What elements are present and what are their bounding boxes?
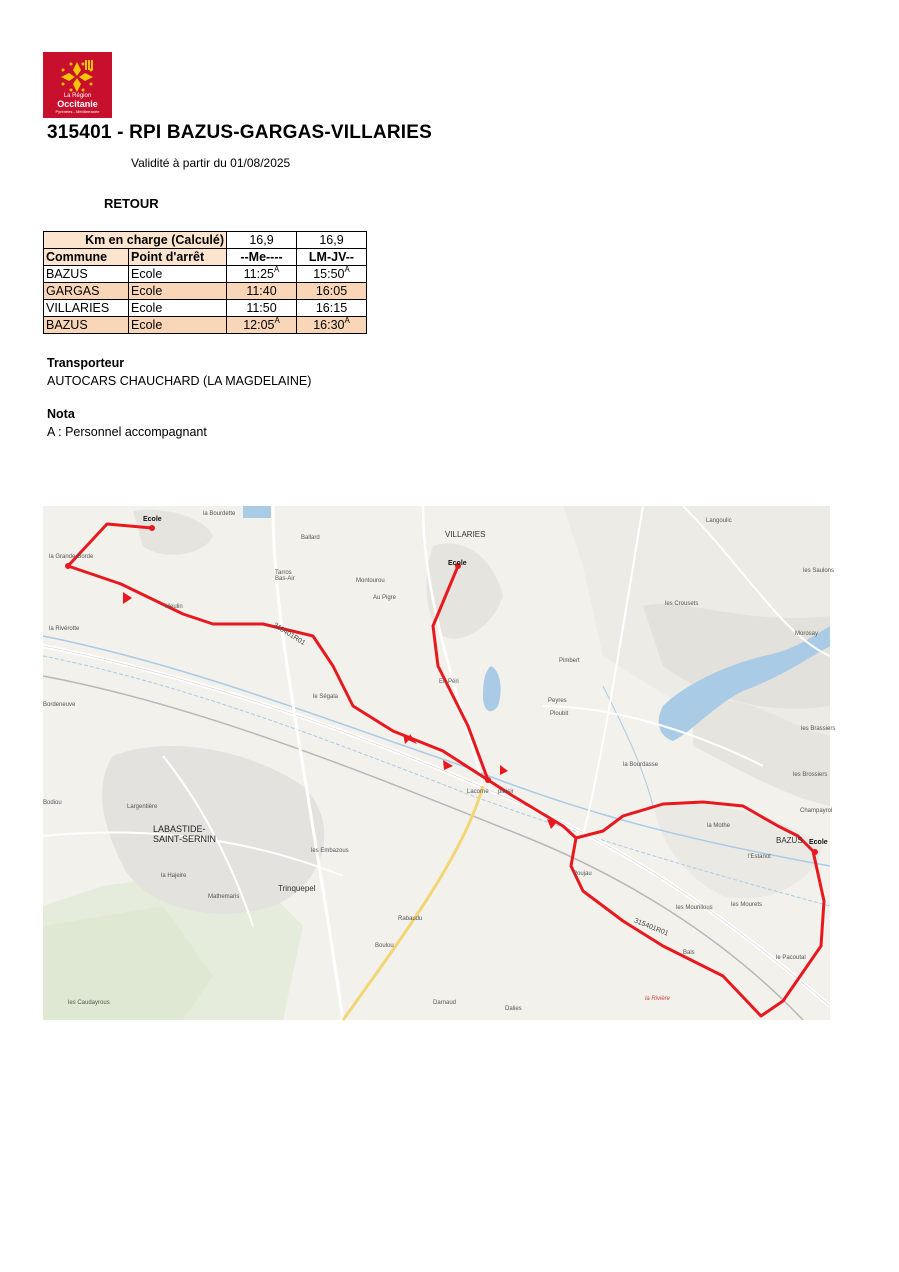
stop-label-gargas: Ecole [143,516,162,523]
km-label: Km en charge (Calculé) [44,232,227,249]
time-cell [227,266,297,283]
carrier-name: AUTOCARS CHAUCHARD (LA MAGDELAINE) [47,374,312,388]
map-label: la Bourdasse [623,762,659,768]
map-label: les Caudayrous [68,1000,110,1006]
map-label: Bals [683,950,695,956]
map-label: Langoulic [706,518,732,524]
map-label: Bodiou [43,800,62,806]
time-cell [297,300,367,317]
map-label: l'Estanot [748,854,771,860]
map-label: Largentière [127,804,158,810]
time-value: 11:50 [246,301,277,315]
map-label: Peyres [548,698,567,704]
time-mark: A [344,316,350,325]
header-row [44,249,367,266]
map-label: Ploubit [550,711,569,717]
validity-date: Validité à partir du 01/08/2025 [131,156,291,170]
col-days-header: LM-JV-- [297,249,367,266]
map-label: les Brassiers [801,726,836,732]
km-value: 16,9 [297,232,367,249]
map-label: la Hajeire [161,873,187,879]
col-commune-header: Commune [44,249,129,266]
commune-cell: BAZUS [44,266,129,283]
map-label: VILLARIES [445,530,486,539]
map-label: Lacorne [467,789,489,795]
time-cell [227,283,297,300]
map-label: Au Pigre [373,595,397,601]
map-label: la Rivière [645,996,671,1002]
map-label: la Mothe [707,823,731,829]
map-label: Meulin [165,604,183,610]
col-days-header: --Me---- [227,249,297,266]
time-mark: A [344,265,350,274]
region-occitanie-logo [43,52,112,118]
map-label: Dalies [505,1006,522,1012]
map-label: Darnaud [433,1000,457,1006]
map-label: Rabaudu [398,916,423,922]
route-code-label: 315401R01 [271,621,307,648]
km-value: 16,9 [227,232,297,249]
map-label: En Péri [439,679,459,685]
logo-line-3: Pyrénées - Méditerranée [55,109,100,114]
time-cell [227,317,297,334]
nota-text: A : Personnel accompagnant [47,425,207,439]
time-value: 11:25 [243,267,274,281]
map-label: Ballard [301,535,320,541]
schedule-table [43,231,367,334]
table-row [44,300,367,317]
logo-line-2: Occitanie [57,99,98,109]
stop-cell: Ecole [129,266,227,283]
map-label: la Grande-Borde [49,554,94,560]
route-code-label: 315401R01 [633,917,670,938]
time-cell [297,317,367,334]
map-canvas [43,506,833,1020]
time-value: 16:15 [315,301,348,315]
time-value: 11:40 [246,284,277,298]
map-label: le Pacoutal [776,955,806,961]
map-label: Tarros Bas-Air [275,570,295,582]
map-label: les Brossiers [793,772,828,778]
map-label: Morosay [795,631,819,637]
map-label: plaisir [498,789,514,795]
map-label: les Embazous [311,848,349,854]
stop-label-bazus: Ecole [809,839,828,846]
time-value: 15:50 [313,267,345,281]
col-stop-header: Point d'arrêt [129,249,227,266]
map-label: le Ségala [313,694,339,700]
map-label: Poujau [573,871,592,877]
map-label: Trinquepel [278,884,316,893]
time-cell [297,283,367,300]
logo-line-1: La Région [63,93,92,99]
commune-cell: VILLARIES [44,300,129,317]
map-label: la Bourdette [203,511,236,517]
stop-cell: Ecole [129,300,227,317]
map-label: Mathemaris [208,894,240,900]
map-label: Montourou [356,578,385,584]
stop-cell: Ecole [129,317,227,334]
map-label: la Rivérotte [49,626,80,632]
time-value: 12:05 [243,318,275,332]
commune-cell: BAZUS [44,317,129,334]
map-label: Champayrol [800,808,833,814]
map-label: Pimbert [559,658,580,664]
carrier-title: Transporteur [47,356,125,370]
map-label: les Mourillous [676,905,713,911]
occitan-cross-icon [57,58,97,96]
time-value: 16:30 [313,318,345,332]
stop-cell: Ecole [129,283,227,300]
km-row [44,232,367,249]
map-label: LABASTIDE- SAINT-SERNIN [153,824,217,844]
time-mark: A [274,265,280,274]
map-label: Bordeneuve [43,702,76,708]
table-row [44,317,367,334]
time-value: 16:05 [315,284,348,298]
stop-label-villaries: Ecole [448,560,467,567]
map-label: les Mourets [731,902,763,908]
page-title: 315401 - RPI BAZUS-GARGAS-VILLARIES [47,122,432,143]
commune-cell: GARGAS [44,283,129,300]
map-label: les Crousets [665,601,699,607]
map-label: les Saulons [803,568,835,574]
map-label: BAZUS [776,836,803,845]
time-mark: A [274,316,280,325]
time-cell [227,300,297,317]
direction-label: RETOUR [104,196,159,211]
route-map [43,506,836,1020]
map-label: Boulou [375,943,394,949]
table-row [44,283,367,300]
time-cell [297,266,367,283]
nota-title: Nota [47,407,75,421]
table-row [44,266,367,283]
